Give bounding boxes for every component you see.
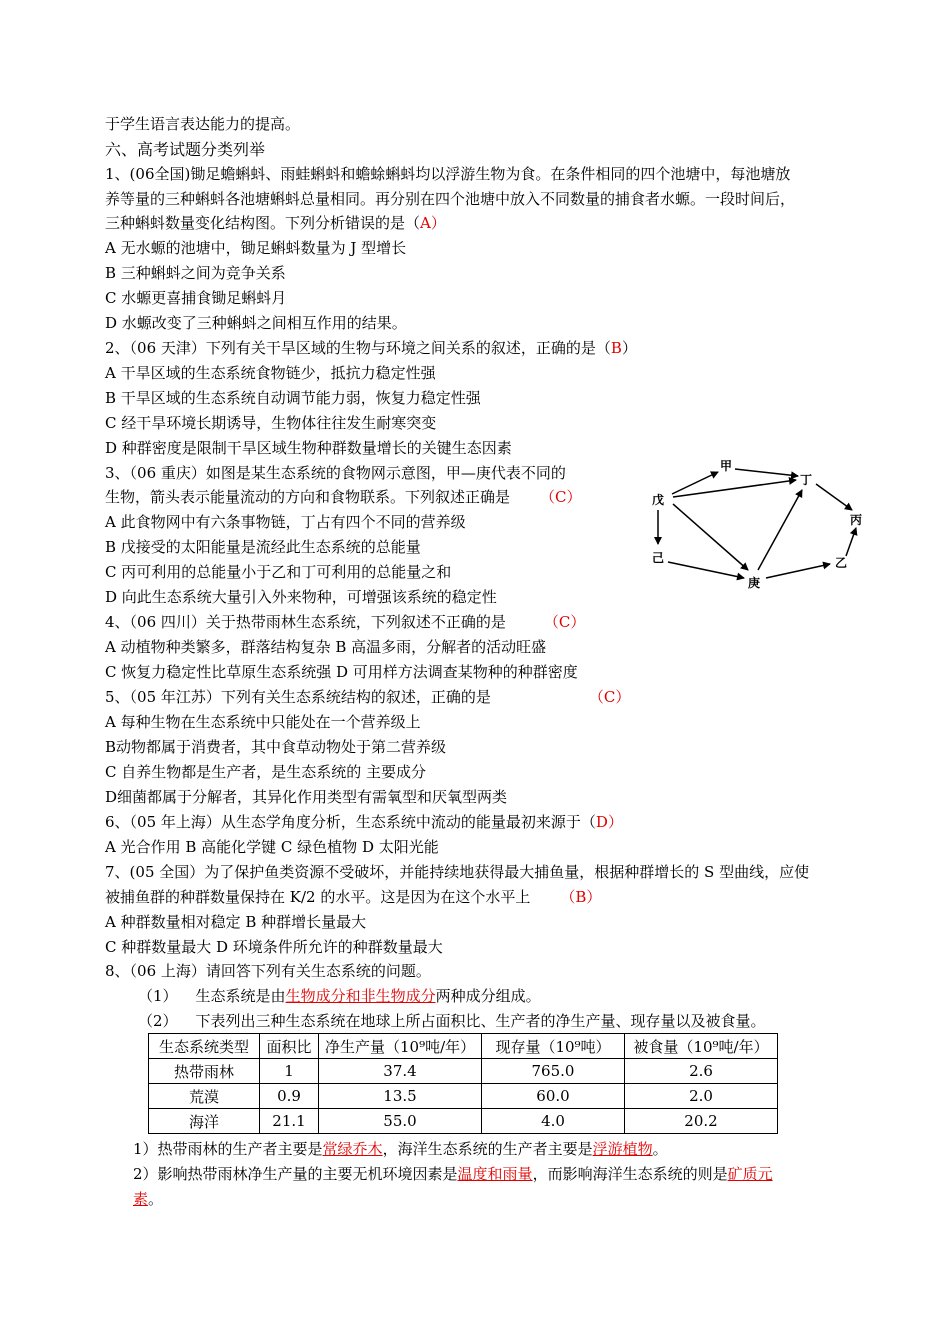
- q5-option-a: A 每种生物在生态系统中只能处在一个营养级上: [105, 713, 421, 731]
- q6-options: A 光合作用 B 高能化学键 C 绿色植物 D 太阳光能: [105, 838, 439, 856]
- q7-line1: 7、(05 全国）为了保护鱼类资源不受破坏，并能持续地获得最大捕鱼量，根据种群增长的 S 型曲线，应使: [105, 863, 810, 881]
- table-header: 生态系统类型: [149, 1034, 260, 1059]
- q8-sub2-cont: [133, 1188, 163, 1210]
- q7-options-cd: C 种群数量最大 D 环境条件所允许的种群数量最大: [105, 938, 443, 956]
- q8-sub2-mid: ，而影响海洋生态系统的则是: [532, 1165, 728, 1183]
- q8-sub2: [133, 1163, 773, 1185]
- q8-sub1: [133, 1138, 668, 1160]
- q8-stem: 8、（06 上海）请回答下列有关生态系统的问题。: [105, 962, 431, 980]
- q8-sub2-answer1: 温度和雨量: [457, 1165, 533, 1183]
- q6-close: ）: [607, 813, 623, 831]
- q8-part1-num: （1）: [138, 987, 178, 1005]
- table-cell: 2.0: [625, 1084, 778, 1109]
- table-row: [149, 1109, 778, 1134]
- table-header: 现存量（10⁹吨）: [482, 1034, 625, 1059]
- q8-part1-pre: 生态系统是由: [195, 987, 286, 1005]
- q5-option-b: B动物都属于消费者，其中食草动物处于第二营养级: [105, 738, 447, 756]
- q8-sub1-pre: 1）热带雨林的生产者主要是: [133, 1140, 323, 1158]
- arrow-jia-ding: [735, 469, 798, 476]
- q1-option-b: B 三种蝌蚪之间为竞争关系: [105, 264, 286, 282]
- q7-stem: 被捕鱼群的种群数量保持在 K/2 的水平。这是因为在这个水平上: [105, 888, 531, 906]
- q2-answer: B: [610, 339, 622, 357]
- q7-options-ab: A 种群数量相对稳定 B 种群增长量最大: [105, 913, 367, 931]
- q2-option-c: C 经干旱环境长期诱导，生物体往往发生耐寒突变: [105, 414, 437, 432]
- q2-close: ）: [621, 339, 637, 357]
- q5-answer: （C）: [588, 688, 631, 706]
- node-yi: 乙: [835, 556, 848, 570]
- q5-option-c: C 自养生物都是生产者，是生态系统的 主要成分: [105, 763, 427, 781]
- ecosystem-table: [148, 1033, 778, 1134]
- q8-part1: [138, 985, 541, 1007]
- arrow-geng-yi: [766, 564, 830, 578]
- node-geng: 庚: [748, 576, 761, 590]
- q3-stem: 生物，箭头表示能量流动的方向和食物联系。下列叙述正确是: [105, 488, 511, 506]
- q8-part1-post: 两种成分组成。: [435, 987, 541, 1005]
- q8-sub2-pre: 2）影响热带雨林净生产量的主要无机环境因素是: [133, 1165, 458, 1183]
- q1-close: ）: [430, 214, 446, 232]
- q3-option-b: B 戊接受的太阳能量是流经此生态系统的总能量: [105, 538, 421, 556]
- q6-stem-line: [105, 811, 623, 833]
- table-header: 净生产量（10⁹吨/年）: [319, 1034, 482, 1059]
- q8-sub2-answer2a: 矿质元: [727, 1165, 773, 1183]
- q8-part1-answer: 生物成分和非生物成分: [285, 987, 436, 1005]
- q3-line1: 3、（06 重庆）如图是某生态系统的食物网示意图，甲—庚代表不同的: [105, 464, 566, 482]
- arrow-wu-jia: [672, 472, 718, 494]
- q8-sub2-post: 。: [148, 1190, 164, 1208]
- table-cell: 13.5: [319, 1084, 482, 1109]
- q8-sub1-answer1: 常绿乔木: [322, 1140, 383, 1158]
- q6-answer: D: [595, 813, 608, 831]
- q5-stem-line: [105, 686, 630, 708]
- q8-part2-text: 下表列出三种生态系统在地球上所占面积比、生产者的净生产量、现存量以及被食量。: [195, 1012, 766, 1030]
- table-cell: 20.2: [625, 1109, 778, 1134]
- q4-options-ab: A 动植物种类繁多，群落结构复杂 B 高温多雨，分解者的活动旺盛: [105, 638, 547, 656]
- q8-part2-num: （2）: [138, 1012, 178, 1030]
- table-cell: 4.0: [482, 1109, 625, 1134]
- intro-tail: 于学生语言表达能力的提高。: [105, 115, 301, 133]
- q2-stem: 2、（06 天津）下列有关干旱区域的生物与环境之间关系的叙述，正确的是（: [105, 339, 611, 357]
- table-cell: 1: [260, 1059, 319, 1084]
- q1-option-d: D 水螈改变了三种蝌蚪之间相互作用的结果。: [105, 314, 407, 332]
- table-cell: 55.0: [319, 1109, 482, 1134]
- table-cell: 海洋: [149, 1109, 260, 1134]
- q4-stem-line: [105, 611, 585, 633]
- q1-line2: 养等量的三种蝌蚪各池塘蝌蚪总量相同。再分别在四个池塘中放入不同数量的捕食者水螈。一段时间后，: [105, 190, 796, 208]
- q1-answer: A: [420, 214, 431, 232]
- q7-answer: （B）: [560, 888, 602, 906]
- table-cell: 60.0: [482, 1084, 625, 1109]
- section-title: 六、高考试题分类列举: [105, 140, 266, 159]
- q3-answer: （C）: [540, 488, 582, 506]
- arrow-wu-geng: [673, 504, 748, 570]
- q1-option-a: A 无水螈的池塘中，锄足蝌蚪数量为 J 型增长: [105, 239, 407, 257]
- table-header: 被食量（10⁹吨/年）: [625, 1034, 778, 1059]
- arrow-ji-geng: [668, 562, 744, 578]
- q2-option-b: B 干旱区域的生态系统自动调节能力弱，恢复力稳定性强: [105, 389, 481, 407]
- q1-line3: [105, 212, 446, 234]
- table-cell: 2.6: [625, 1059, 778, 1084]
- q1-line1: 1、(06全国)锄足蟾蝌蚪、雨蛙蝌蚪和蟾蜍蝌蚪均以浮游生物为食。在条件相同的四个池塘中，每池塘放: [105, 165, 791, 183]
- q6-stem: 6、（05 年上海）从生态学角度分析，生态系统中流动的能量最初来源于（: [105, 813, 596, 831]
- q8-sub1-answer2: 浮游植物: [592, 1140, 653, 1158]
- q8-sub1-mid: ，海洋生态系统的生产者主要是: [382, 1140, 593, 1158]
- table-cell: 荒漠: [149, 1084, 260, 1109]
- q8-sub1-post: 。: [652, 1140, 668, 1158]
- q4-options-cd: C 恢复力稳定性比草原生态系统强 D 可用样方法调查某物种的种群密度: [105, 663, 578, 681]
- arrow-yi-bing: [846, 528, 856, 556]
- q7-line2: [105, 886, 601, 908]
- node-jia: 甲: [720, 459, 733, 473]
- table-row: [149, 1059, 778, 1084]
- table-cell: 21.1: [260, 1109, 319, 1134]
- q3-option-d: D 向此生态系统大量引入外来物种，可增强该系统的稳定性: [105, 588, 497, 606]
- table-cell: 0.9: [260, 1084, 319, 1109]
- table-header-row: [149, 1034, 778, 1059]
- q8-sub2-answer2b: 素: [133, 1190, 149, 1208]
- q1-option-c: C 水螈更喜捕食锄足蝌蚪月: [105, 289, 287, 307]
- q2-option-a: A 干旱区域的生态系统食物链少，抵抗力稳定性强: [105, 364, 436, 382]
- table-cell: 热带雨林: [149, 1059, 260, 1084]
- q2-option-d: D 种群密度是限制干旱区域生物种群数量增长的关键生态因素: [105, 439, 512, 457]
- q1-stem: 三种蝌蚪数量变化结构图。下列分析错误的是（: [105, 214, 421, 232]
- q4-stem: 4、（06 四川）关于热带雨林生态系统，下列叙述不正确的是: [105, 613, 506, 631]
- q3-line2: [105, 486, 582, 508]
- node-ji: 己: [652, 551, 665, 565]
- q5-option-d: D细菌都属于分解者，其异化作用类型有需氧型和厌氧型两类: [105, 788, 508, 806]
- q8-part2: [138, 1010, 766, 1032]
- arrow-wu-ding: [673, 480, 796, 497]
- q3-option-a: A 此食物网中有六条事物链，丁占有四个不同的营养级: [105, 513, 466, 531]
- food-web-diagram: [640, 452, 880, 597]
- node-bing: 丙: [850, 513, 863, 527]
- table-header: 面积比: [260, 1034, 319, 1059]
- node-ding: 丁: [800, 473, 813, 487]
- q5-stem: 5、（05 年江苏）下列有关生态系统结构的叙述，正确的是: [105, 688, 491, 706]
- node-wu: 戊: [652, 493, 665, 507]
- table-cell: 37.4: [319, 1059, 482, 1084]
- q3-option-c: C 丙可利用的总能量小于乙和丁可利用的总能量之和: [105, 563, 452, 581]
- q4-answer: （C）: [543, 613, 586, 631]
- arrow-ding-bing: [816, 484, 852, 510]
- q2-stem-line: [105, 337, 637, 359]
- table-row: [149, 1084, 778, 1109]
- arrow-geng-ding: [758, 490, 802, 570]
- table-cell: 765.0: [482, 1059, 625, 1084]
